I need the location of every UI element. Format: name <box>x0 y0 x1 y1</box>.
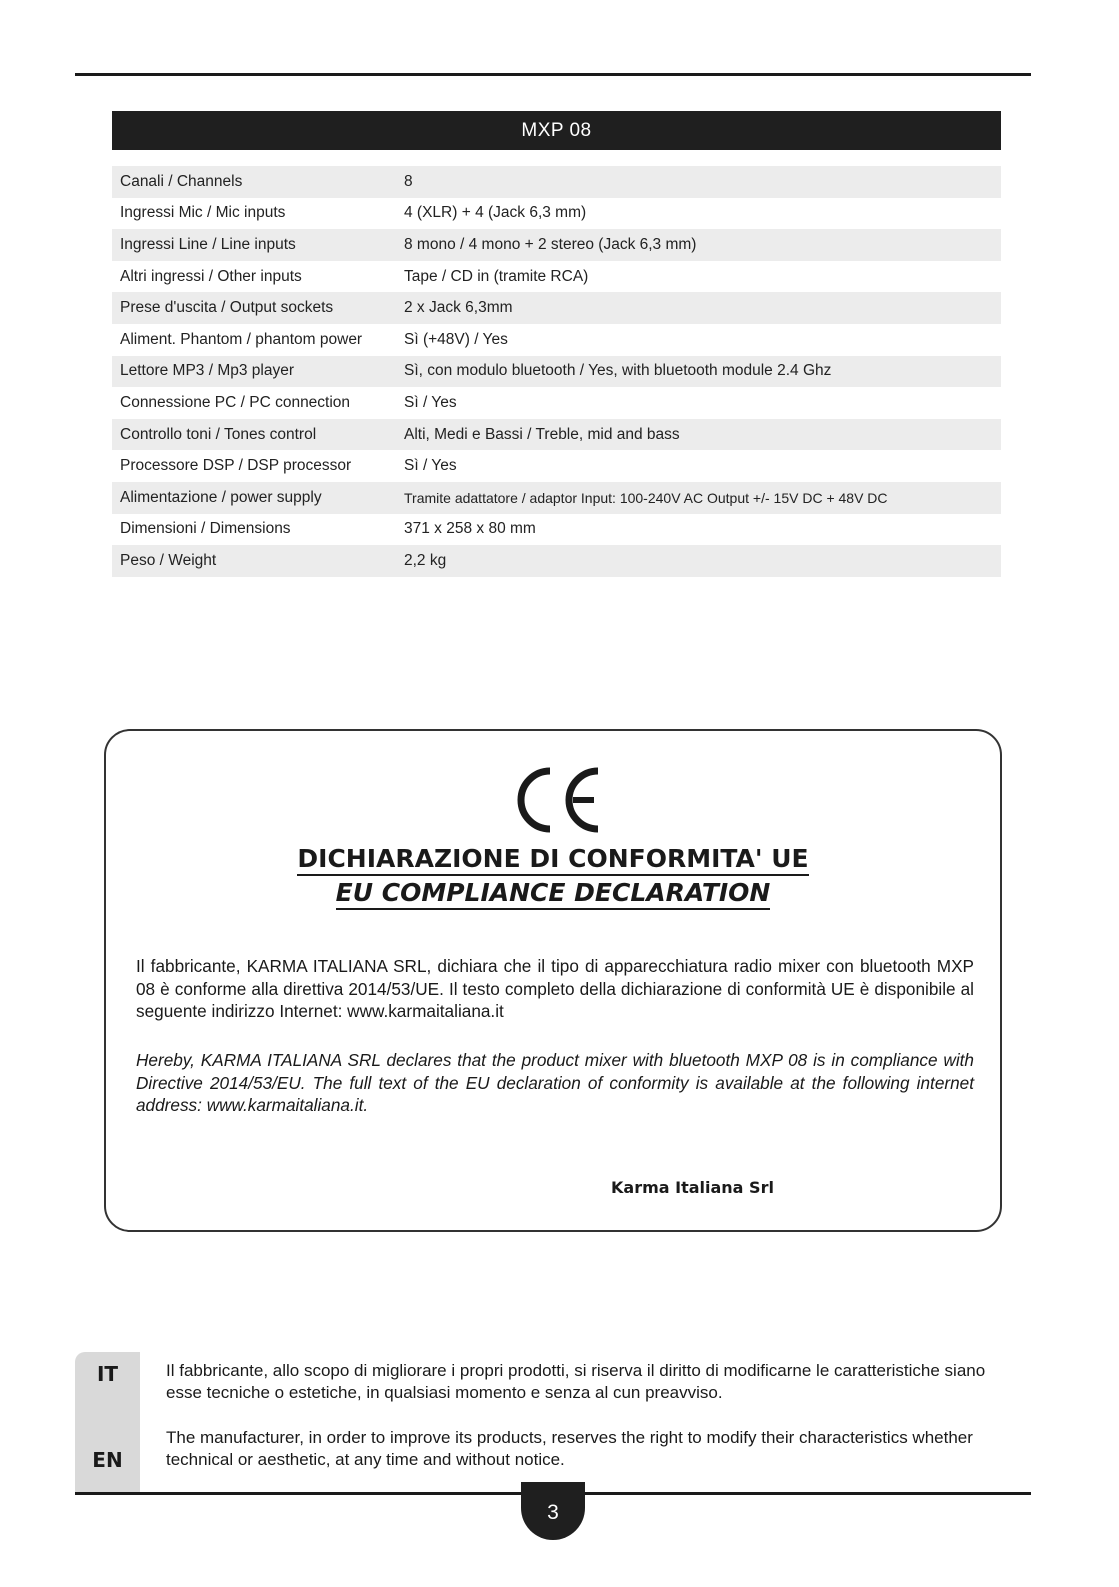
table-row <box>112 450 1001 482</box>
ce-text-it: Il fabbricante, KARMA ITALIANA SRL, dichiara che il tipo di apparecchiatura radio mixer con bluetooth MXP 08 è conforme alla direttiva 2014/53/UE. Il testo completo della dichiarazione di conformità UE è disponibile al seguente indirizzo Internet: www.karmaitaliana.it <box>136 956 974 1021</box>
table-row <box>112 261 1001 293</box>
spec-label: Canali / Channels <box>120 172 243 190</box>
table-row <box>112 324 1001 356</box>
spec-label: Controllo toni / Tones control <box>120 425 317 443</box>
ce-mark-icon <box>514 767 604 833</box>
spec-label: Altri ingressi / Other inputs <box>120 267 302 285</box>
lang-code-it: IT <box>96 1362 119 1386</box>
spec-value: 371 x 258 x 80 mm <box>404 520 536 538</box>
table-row <box>112 482 1001 514</box>
spec-value: Sì / Yes <box>404 457 457 475</box>
spec-label: Prese d'uscita / Output sockets <box>120 299 334 317</box>
spec-value: 4 (XLR) + 4 (Jack 6,3 mm) <box>404 204 587 222</box>
spec-value: Tramite adattatore / adaptor Input: 100-240V AC Output +/- 15V DC + 48V DC <box>404 489 888 506</box>
spec-value: 2,2 kg <box>404 551 447 569</box>
notice-en: The manufacturer, in order to improve its products, reserves the right to modify their characteristics whether technical or aesthetic, at any time and without notice. <box>166 1428 973 1469</box>
table-row <box>112 229 1001 261</box>
spec-table-title: MXP 08 <box>112 111 1001 150</box>
spec-value: Tape / CD in (tramite RCA) <box>404 267 589 285</box>
table-row <box>112 419 1001 451</box>
spec-label: Processore DSP / DSP processor <box>120 457 352 475</box>
table-row <box>112 166 1001 198</box>
ce-title-en: EU COMPLIANCE DECLARATION <box>106 878 1000 907</box>
page-number: 3 <box>521 1482 585 1540</box>
spec-value: Alti, Medi e Bassi / Treble, mid and bass <box>404 425 680 443</box>
spec-label: Lettore MP3 / Mp3 player <box>120 362 295 380</box>
table-row <box>112 356 1001 388</box>
spec-value: Sì (+48V) / Yes <box>404 330 508 348</box>
spec-value: Sì, con modulo bluetooth / Yes, with bluetooth module 2.4 Ghz <box>404 362 832 380</box>
spec-value: 8 mono / 4 mono + 2 stereo (Jack 6,3 mm) <box>404 235 697 253</box>
table-row <box>112 387 1001 419</box>
spec-label: Aliment. Phantom / phantom power <box>120 330 363 348</box>
spec-label: Peso / Weight <box>120 551 217 569</box>
table-row <box>112 514 1001 546</box>
top-divider <box>75 73 1031 76</box>
lang-code-en: EN <box>92 1448 123 1472</box>
spec-value: 8 <box>404 172 413 190</box>
spec-label: Connessione PC / PC connection <box>120 393 351 411</box>
spec-table-rows <box>112 166 1001 577</box>
spec-label: Ingressi Line / Line inputs <box>120 235 296 253</box>
spec-table <box>112 111 1001 577</box>
spec-value: 2 x Jack 6,3mm <box>404 299 513 317</box>
spec-label: Ingressi Mic / Mic inputs <box>120 204 286 222</box>
ce-signature: Karma Italiana Srl <box>611 1178 774 1197</box>
ce-declaration-box <box>104 729 1002 1232</box>
language-tab <box>75 1352 140 1493</box>
ce-text-en: Hereby, KARMA ITALIANA SRL declares that the product mixer with bluetooth MXP 08 is in compliance with Directive 2014/53/EU. The full text of the EU declaration of conformity is available at the following internet address: www.karmaitaliana.it. <box>136 1050 974 1115</box>
table-row <box>112 292 1001 324</box>
notice-it: Il fabbricante, allo scopo di migliorare i propri prodotti, si riserva il diritto di modificarne le caratteristiche siano esse tecniche o estetiche, in qualsiasi momento e senza al cun preavviso. <box>166 1361 986 1402</box>
table-row <box>112 545 1001 577</box>
ce-title-it: DICHIARAZIONE DI CONFORMITA' UE <box>106 844 1000 873</box>
spec-label: Dimensioni / Dimensions <box>120 520 291 538</box>
spec-label: Alimentazione / power supply <box>120 488 322 506</box>
table-row <box>112 198 1001 230</box>
spec-value: Sì / Yes <box>404 393 457 411</box>
